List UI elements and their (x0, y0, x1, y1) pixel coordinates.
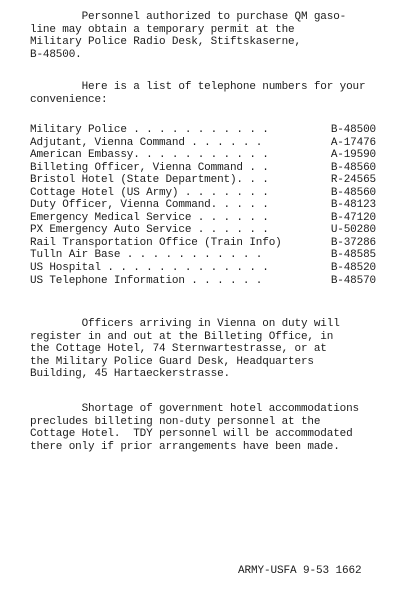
phone-label: Billeting Officer, Vienna Command . . (30, 161, 269, 174)
phone-list-row (30, 124, 376, 137)
phone-label: Military Police . . . . . . . . . . . (30, 124, 269, 136)
gasoline-permit-paragraph: Personnel authorized to purchase QM gaso- line may obtain a temporary permit at the Military Police Radio Desk, Stiftskaserne, B-48500. (30, 11, 347, 61)
phone-list-row (30, 199, 376, 212)
phone-number: B-48123 (330, 199, 376, 212)
phone-label: Emergency Medical Service . . . . . . (30, 211, 269, 224)
phone-list-row (30, 275, 376, 288)
phone-label: Adjutant, Vienna Command . . . . . . (30, 136, 263, 149)
phone-label: Tulln Air Base . . . . . . . . . . . (30, 249, 263, 262)
phone-number: A-17476 (330, 136, 376, 149)
phone-number: B-48520 (330, 262, 376, 275)
phone-label: Duty Officer, Vienna Command. . . . . (30, 199, 269, 212)
phone-number: B-48585 (330, 249, 376, 262)
phone-label: Rail Transportation Office (Train Info) (30, 236, 282, 249)
phone-number: A-19590 (330, 149, 376, 162)
phone-label: US Hospital . . . . . . . . . . . . . (30, 262, 269, 275)
phone-number: U-50280 (330, 224, 376, 237)
phone-label: Bristol Hotel (State Department). . . (30, 174, 269, 187)
phone-number: B-48560 (330, 161, 376, 174)
phone-list-row (30, 237, 376, 250)
phone-label: American Embassy. . . . . . . . . . . (30, 149, 269, 162)
phone-list-row (30, 162, 376, 175)
phone-label: PX Emergency Auto Service . . . . . . (30, 224, 269, 237)
phone-list-row (30, 187, 376, 200)
officers-registration-paragraph: Officers arriving in Vienna on duty will register in and out at the Billeting Office, in the Cottage Hotel, 74 Sternwartestrasse, or at the Military Police Guard Desk, Headquarters Building, 45 Hartaeckerstrasse. (30, 318, 340, 380)
phone-list-row (30, 224, 376, 237)
telephone-list (30, 124, 376, 287)
phone-list-row (30, 174, 376, 187)
phone-number: B-37286 (330, 236, 376, 249)
phone-number: B-48500 (330, 124, 376, 136)
hotel-shortage-paragraph: Shortage of government hotel accommodations precludes billeting non-duty personnel at the Cottage Hotel. TDY personnel will be accommodated there only if prior arrangements have been made. (30, 403, 360, 453)
phone-number: B-47120 (330, 211, 376, 224)
phone-number: R-24565 (330, 174, 376, 187)
phone-number: B-48570 (330, 274, 376, 287)
phone-list-row (30, 149, 376, 162)
phone-list-row (30, 212, 376, 225)
phone-list-row (30, 137, 376, 150)
phone-list-intro: Here is a list of telephone numbers for your convenience: (30, 81, 366, 106)
form-number: ARMY-USFA 9-53 1662 (238, 565, 362, 577)
phone-label: Cottage Hotel (US Army) . . . . . . . (30, 186, 269, 199)
phone-list-row (30, 262, 376, 275)
phone-number: B-48560 (330, 186, 376, 199)
phone-list-row (30, 249, 376, 262)
phone-label: US Telephone Information . . . . . . (30, 274, 263, 287)
